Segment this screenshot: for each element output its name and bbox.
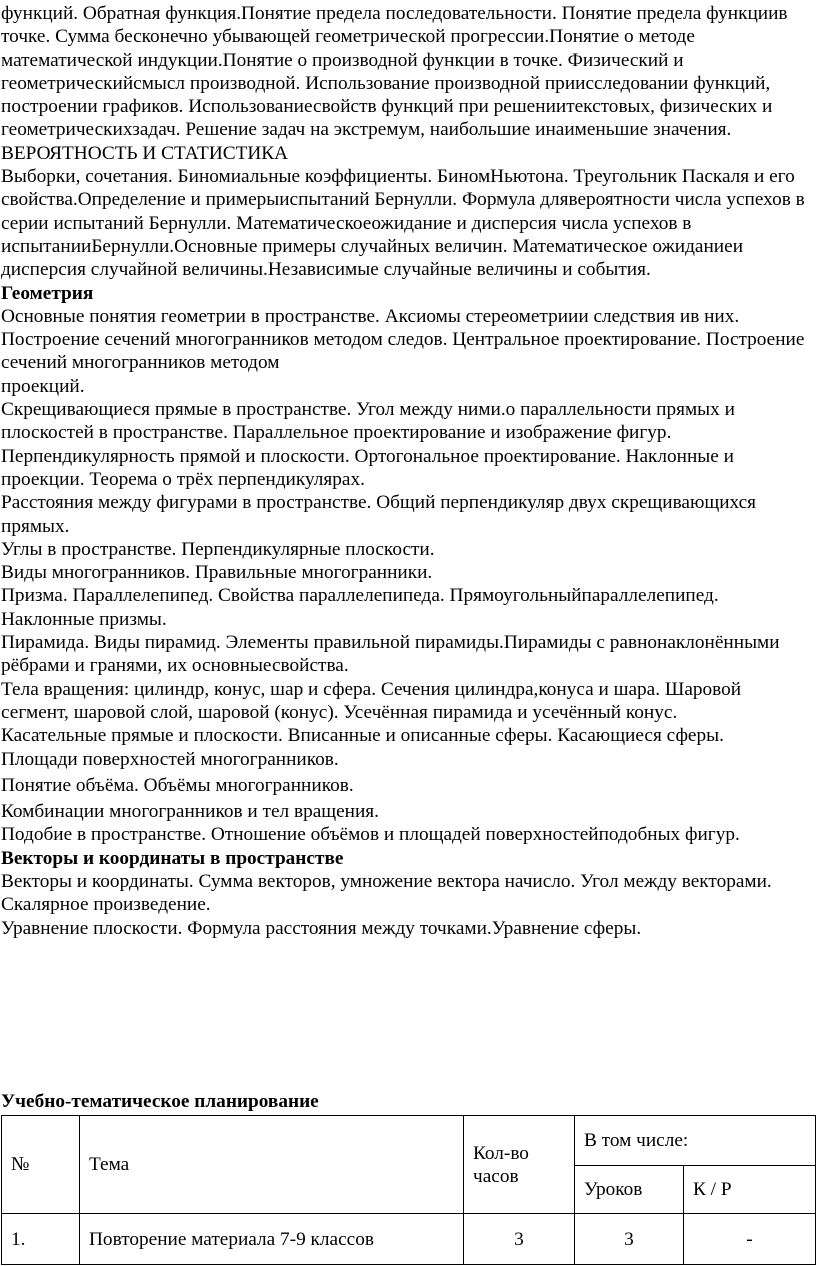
geometry-paragraph: Площади поверхностей многогранников.: [1, 748, 339, 770]
geometry-paragraph: Тела вращения: цилиндр, конус, шар и сфера. Сечения цилиндра,конуса и шара. Шаровой сегмент, шаровой слой, шаровой (конус). Усечённая пирамида и усечённый конус.: [1, 678, 742, 723]
geometry-paragraph: Углы в пространстве. Перпендикулярные плоскости.: [1, 538, 435, 560]
geometry-paragraph: проекций.: [1, 375, 85, 397]
row-hours: 3: [464, 1214, 575, 1265]
geometry-paragraph: Подобие в пространстве. Отношение объёмов и площадей поверхностейподобных фигур.: [1, 824, 740, 846]
geometry-paragraph: Перпендикулярность прямой и плоскости. Ортогональное проектирование. Наклонные и проекции. Теорема о трёх перпендикулярах.: [1, 445, 734, 490]
geometry-paragraph: Касательные прямые и плоскости. Вписанные и описанные сферы. Касающиеся сферы.: [1, 725, 724, 747]
header-lessons: Уроков: [575, 1166, 684, 1214]
header-num: №: [2, 1116, 80, 1214]
geometry-paragraph: Расстояния между фигурами в пространстве. Общий перпендикуляр двух скрещивающихся прямых.: [1, 492, 757, 537]
row-num: 1.: [2, 1214, 80, 1265]
planning-table: [1, 1115, 816, 1265]
geometry-paragraph: Понятие объёма. Объёмы многогранников.: [1, 774, 354, 796]
table-title: Учебно-тематическое планирование: [1, 1091, 319, 1112]
geometry-paragraph: Скрещивающиеся прямые в пространстве. Угол между ними.о параллельности прямых и плоскостей в пространстве. Параллельное проектирование и изображение фигур.: [1, 399, 735, 444]
geometry-heading: Геометрия: [1, 282, 94, 304]
geometry-paragraph: Комбинации многогранников и тел вращения.: [1, 801, 379, 823]
document-body: [1, 2, 813, 940]
row-lessons: 3: [575, 1214, 684, 1265]
vectors-paragraph: Уравнение плоскости. Формула расстояния между точками.Уравнение сферы.: [1, 917, 642, 939]
geometry-paragraph: Основные понятия геометрии в пространстве. Аксиомы стереометриии следствия ив них. Построение сечений многогранников методом следов. Центральное проектирование. Построение сечений многогранников методом: [1, 305, 805, 374]
vectors-paragraph: Векторы и координаты. Сумма векторов, умножение вектора начисло. Угол между векторами. Скалярное произведение.: [1, 870, 772, 916]
geometry-paragraph: Призма. Параллелепипед. Свойства параллелепипеда. Прямоугольныйпараллелепипед. Наклонные призмы.: [1, 585, 719, 630]
row-tests: -: [684, 1214, 816, 1265]
probability-heading: ВЕРОЯТНОСТЬ И СТАТИСТИКА: [1, 142, 289, 164]
row-topic: Повторение материала 7-9 классов: [80, 1214, 464, 1265]
header-hours: Кол-во часов: [464, 1116, 575, 1214]
header-tests: К / Р: [684, 1166, 816, 1214]
geometry-paragraph: Пирамида. Виды пирамид. Элементы правильной пирамиды.Пирамиды с равнонаклонёнными рёбрами и гранями, их основныесвойства.: [1, 632, 780, 677]
vectors-heading: Векторы и координаты в пространстве: [1, 847, 344, 869]
algebra-paragraph: функций. Обратная функция.Понятие предела последовательности. Понятие предела функциив точке. Сумма бесконечно убывающей геометрической прогрессии.Понятие о методе математической индукции.Понятие о производной функции в точке. Физический и геометрическийсмысл производной. Использование производной приисследовании функций, построении графиков. Использованиесвойств функций при решениитекстовых, физических и геометрическихзадач. Решение задач на экстремум, наибольшие инаименьшие значения.: [1, 3, 788, 141]
header-including: В том числе:: [575, 1116, 816, 1166]
probability-paragraph: Выборки, сочетания. Биномиальные коэффициенты. БиномНьютона. Треугольник Паскаля и его свойства.Определение и примерыиспытаний Бернулли. Формула длявероятности числа успехов в серии испытаний Бернулли. Математическоеожидание и дисперсия числа успехов в испытанииБернулли.Основные примеры случайных величин. Математическое ожиданиеи дисперсия случайной величины.Независимые случайные величины и события.: [1, 166, 805, 281]
geometry-paragraph: Виды многогранников. Правильные многогранники.: [1, 562, 433, 584]
header-topic: Тема: [80, 1116, 464, 1214]
table-row: [2, 1214, 816, 1265]
